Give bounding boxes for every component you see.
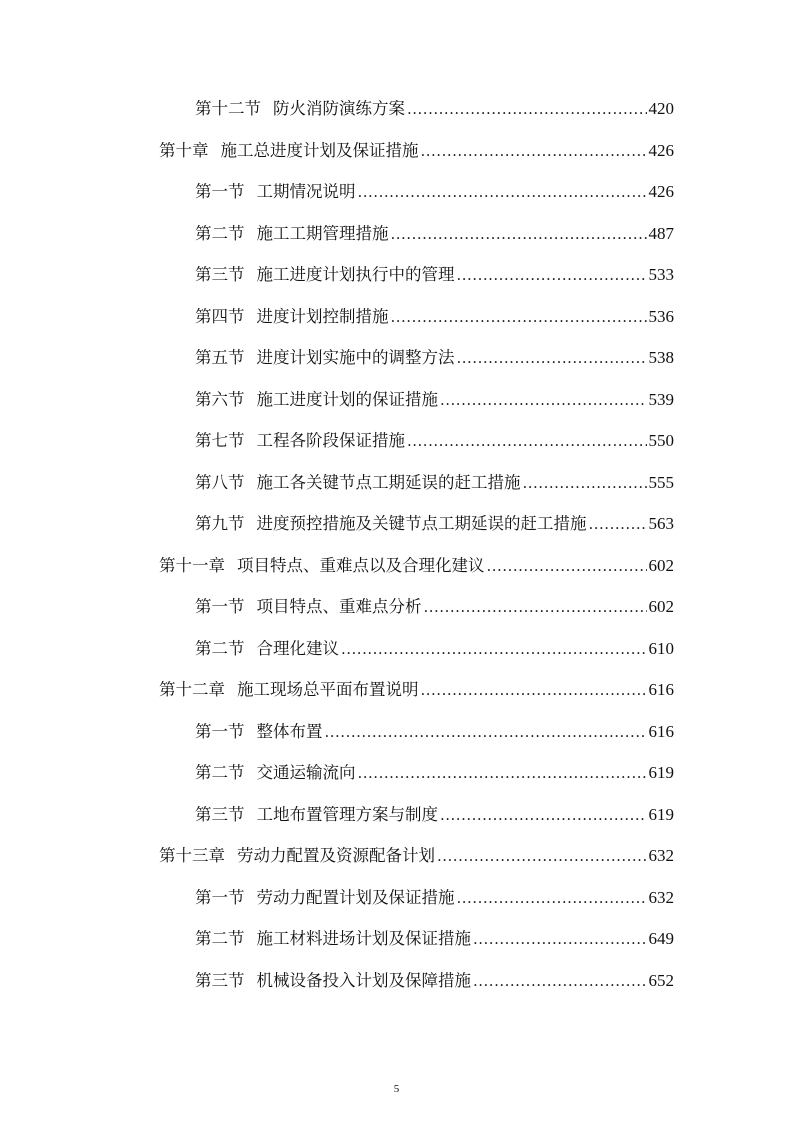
toc-entry-section[interactable] (195, 966, 674, 996)
toc-number: 第三节 (195, 265, 245, 284)
toc-title: 施工总进度计划及保证措施 (220, 140, 419, 160)
toc-page-number: 610 (648, 638, 674, 658)
dot-leader (341, 634, 647, 664)
toc-entry-section[interactable] (195, 385, 674, 415)
page-number: 5 (393, 1083, 400, 1095)
toc-number: 第十三章 (159, 846, 225, 865)
toc-number: 第九节 (195, 514, 245, 533)
toc-number: 第三节 (195, 804, 245, 824)
dot-leader (457, 883, 647, 913)
toc-page-number: 602 (648, 555, 674, 575)
dot-leader (487, 551, 647, 581)
toc-title: 进度计划实施中的调整方法 (256, 348, 455, 367)
toc-page-number: 426 (648, 140, 674, 160)
toc-entry-section[interactable] (195, 219, 674, 249)
toc-entry-section[interactable] (195, 343, 674, 373)
toc-entry-section[interactable] (195, 94, 674, 124)
toc-number: 第二节 (195, 929, 245, 948)
toc-number: 第十二节 (195, 99, 261, 118)
toc-title: 施工进度计划的保证措施 (256, 389, 438, 409)
toc-number: 第一节 (195, 721, 245, 741)
toc-number: 第十章 (159, 140, 209, 160)
toc-title: 劳动力配置及资源配备计划 (237, 846, 435, 865)
toc-title: 工期情况说明 (256, 182, 356, 201)
toc-title: 交通运输流向 (256, 763, 356, 782)
toc-number: 第八节 (195, 472, 245, 492)
toc-number: 第五节 (195, 348, 245, 367)
dot-leader (391, 302, 647, 332)
toc-entry-section[interactable] (195, 177, 674, 207)
toc-page-number: 536 (648, 306, 674, 326)
toc-page-number: 649 (648, 929, 674, 948)
toc-entry-section[interactable] (195, 302, 674, 332)
toc-number: 第六节 (195, 389, 245, 409)
toc-page-number: 652 (648, 970, 674, 990)
dot-leader (421, 675, 647, 705)
toc-page-number: 616 (648, 680, 674, 699)
dot-leader (437, 841, 647, 871)
toc-entry-section[interactable] (195, 260, 674, 290)
dot-leader (391, 219, 647, 249)
toc-title: 工地布置管理方案与制度 (256, 804, 438, 824)
toc-title: 施工各关键节点工期延误的赶工措施 (256, 472, 521, 492)
toc-page-number: 602 (648, 597, 674, 616)
toc-entry-section[interactable] (195, 426, 674, 456)
toc-number: 第一节 (195, 887, 245, 907)
toc-number: 第一节 (195, 597, 245, 616)
toc-page-number: 632 (648, 846, 674, 865)
toc-page-number: 539 (648, 389, 674, 409)
toc-entry-section[interactable] (195, 468, 674, 498)
toc-entry-section[interactable] (195, 800, 674, 830)
dot-leader (358, 758, 647, 788)
toc-page-number: 538 (648, 348, 674, 367)
toc-page-number: 619 (648, 763, 674, 782)
dot-leader (325, 717, 647, 747)
dot-leader (523, 468, 647, 498)
toc-entry-section[interactable] (195, 883, 674, 913)
toc-title: 施工现场总平面布置说明 (237, 680, 419, 699)
toc-page-number: 533 (648, 265, 674, 284)
toc-entry-section[interactable] (195, 758, 674, 788)
dot-leader (589, 509, 647, 539)
toc-title: 项目特点、重难点分析 (256, 597, 422, 616)
dot-leader (473, 924, 647, 954)
toc-entry-chapter[interactable] (159, 136, 674, 166)
dot-leader (358, 177, 647, 207)
toc-title: 施工进度计划执行中的管理 (256, 265, 455, 284)
toc-entry-chapter[interactable] (159, 551, 674, 581)
dot-leader (440, 800, 647, 830)
toc-entry-section[interactable] (195, 634, 674, 664)
toc-number: 第一节 (195, 182, 245, 201)
toc-title: 施工工期管理措施 (256, 223, 389, 243)
toc-number: 第十二章 (159, 680, 225, 699)
toc-number: 第二节 (195, 763, 245, 782)
dot-leader (421, 136, 647, 166)
toc-entry-section[interactable] (195, 592, 674, 622)
toc-title: 防火消防演练方案 (273, 99, 405, 118)
toc-page-number: 632 (648, 887, 674, 907)
dot-leader (457, 343, 647, 373)
toc-title: 进度计划控制措施 (256, 306, 389, 326)
toc-page-number: 555 (648, 472, 674, 492)
toc-entry-section[interactable] (195, 924, 674, 954)
toc-entry-chapter[interactable] (159, 841, 674, 871)
toc-entry-section[interactable] (195, 717, 674, 747)
toc-entry-section[interactable] (195, 509, 674, 539)
toc-number: 第三节 (195, 970, 245, 990)
toc-page-number: 420 (648, 99, 674, 118)
toc-page-number: 487 (648, 223, 674, 243)
dot-leader (424, 592, 647, 622)
toc-title: 整体布置 (256, 721, 323, 741)
toc-number: 第二节 (195, 638, 245, 658)
toc-page-number: 619 (648, 804, 674, 824)
toc-title: 机械设备投入计划及保障措施 (256, 970, 471, 990)
toc-title: 施工材料进场计划及保证措施 (256, 929, 471, 948)
dot-leader (440, 385, 647, 415)
toc-number: 第四节 (195, 306, 245, 326)
dot-leader (407, 94, 647, 124)
toc-title: 进度预控措施及关键节点工期延误的赶工措施 (256, 514, 587, 533)
dot-leader (473, 966, 647, 996)
toc-title: 劳动力配置计划及保证措施 (256, 887, 455, 907)
toc-title: 项目特点、重难点以及合理化建议 (237, 555, 485, 575)
toc-page-number: 550 (648, 431, 674, 450)
toc-page-number: 563 (648, 514, 674, 533)
toc-title: 工程各阶段保证措施 (256, 431, 405, 450)
toc-page-number: 426 (648, 182, 674, 201)
toc-number: 第十一章 (159, 555, 225, 575)
dot-leader (407, 426, 647, 456)
toc-number: 第七节 (195, 431, 245, 450)
dot-leader (457, 260, 647, 290)
toc-page-number: 616 (648, 721, 674, 741)
toc-title: 合理化建议 (256, 638, 339, 658)
toc-entry-chapter[interactable] (159, 675, 674, 705)
toc-number: 第二节 (195, 223, 245, 243)
